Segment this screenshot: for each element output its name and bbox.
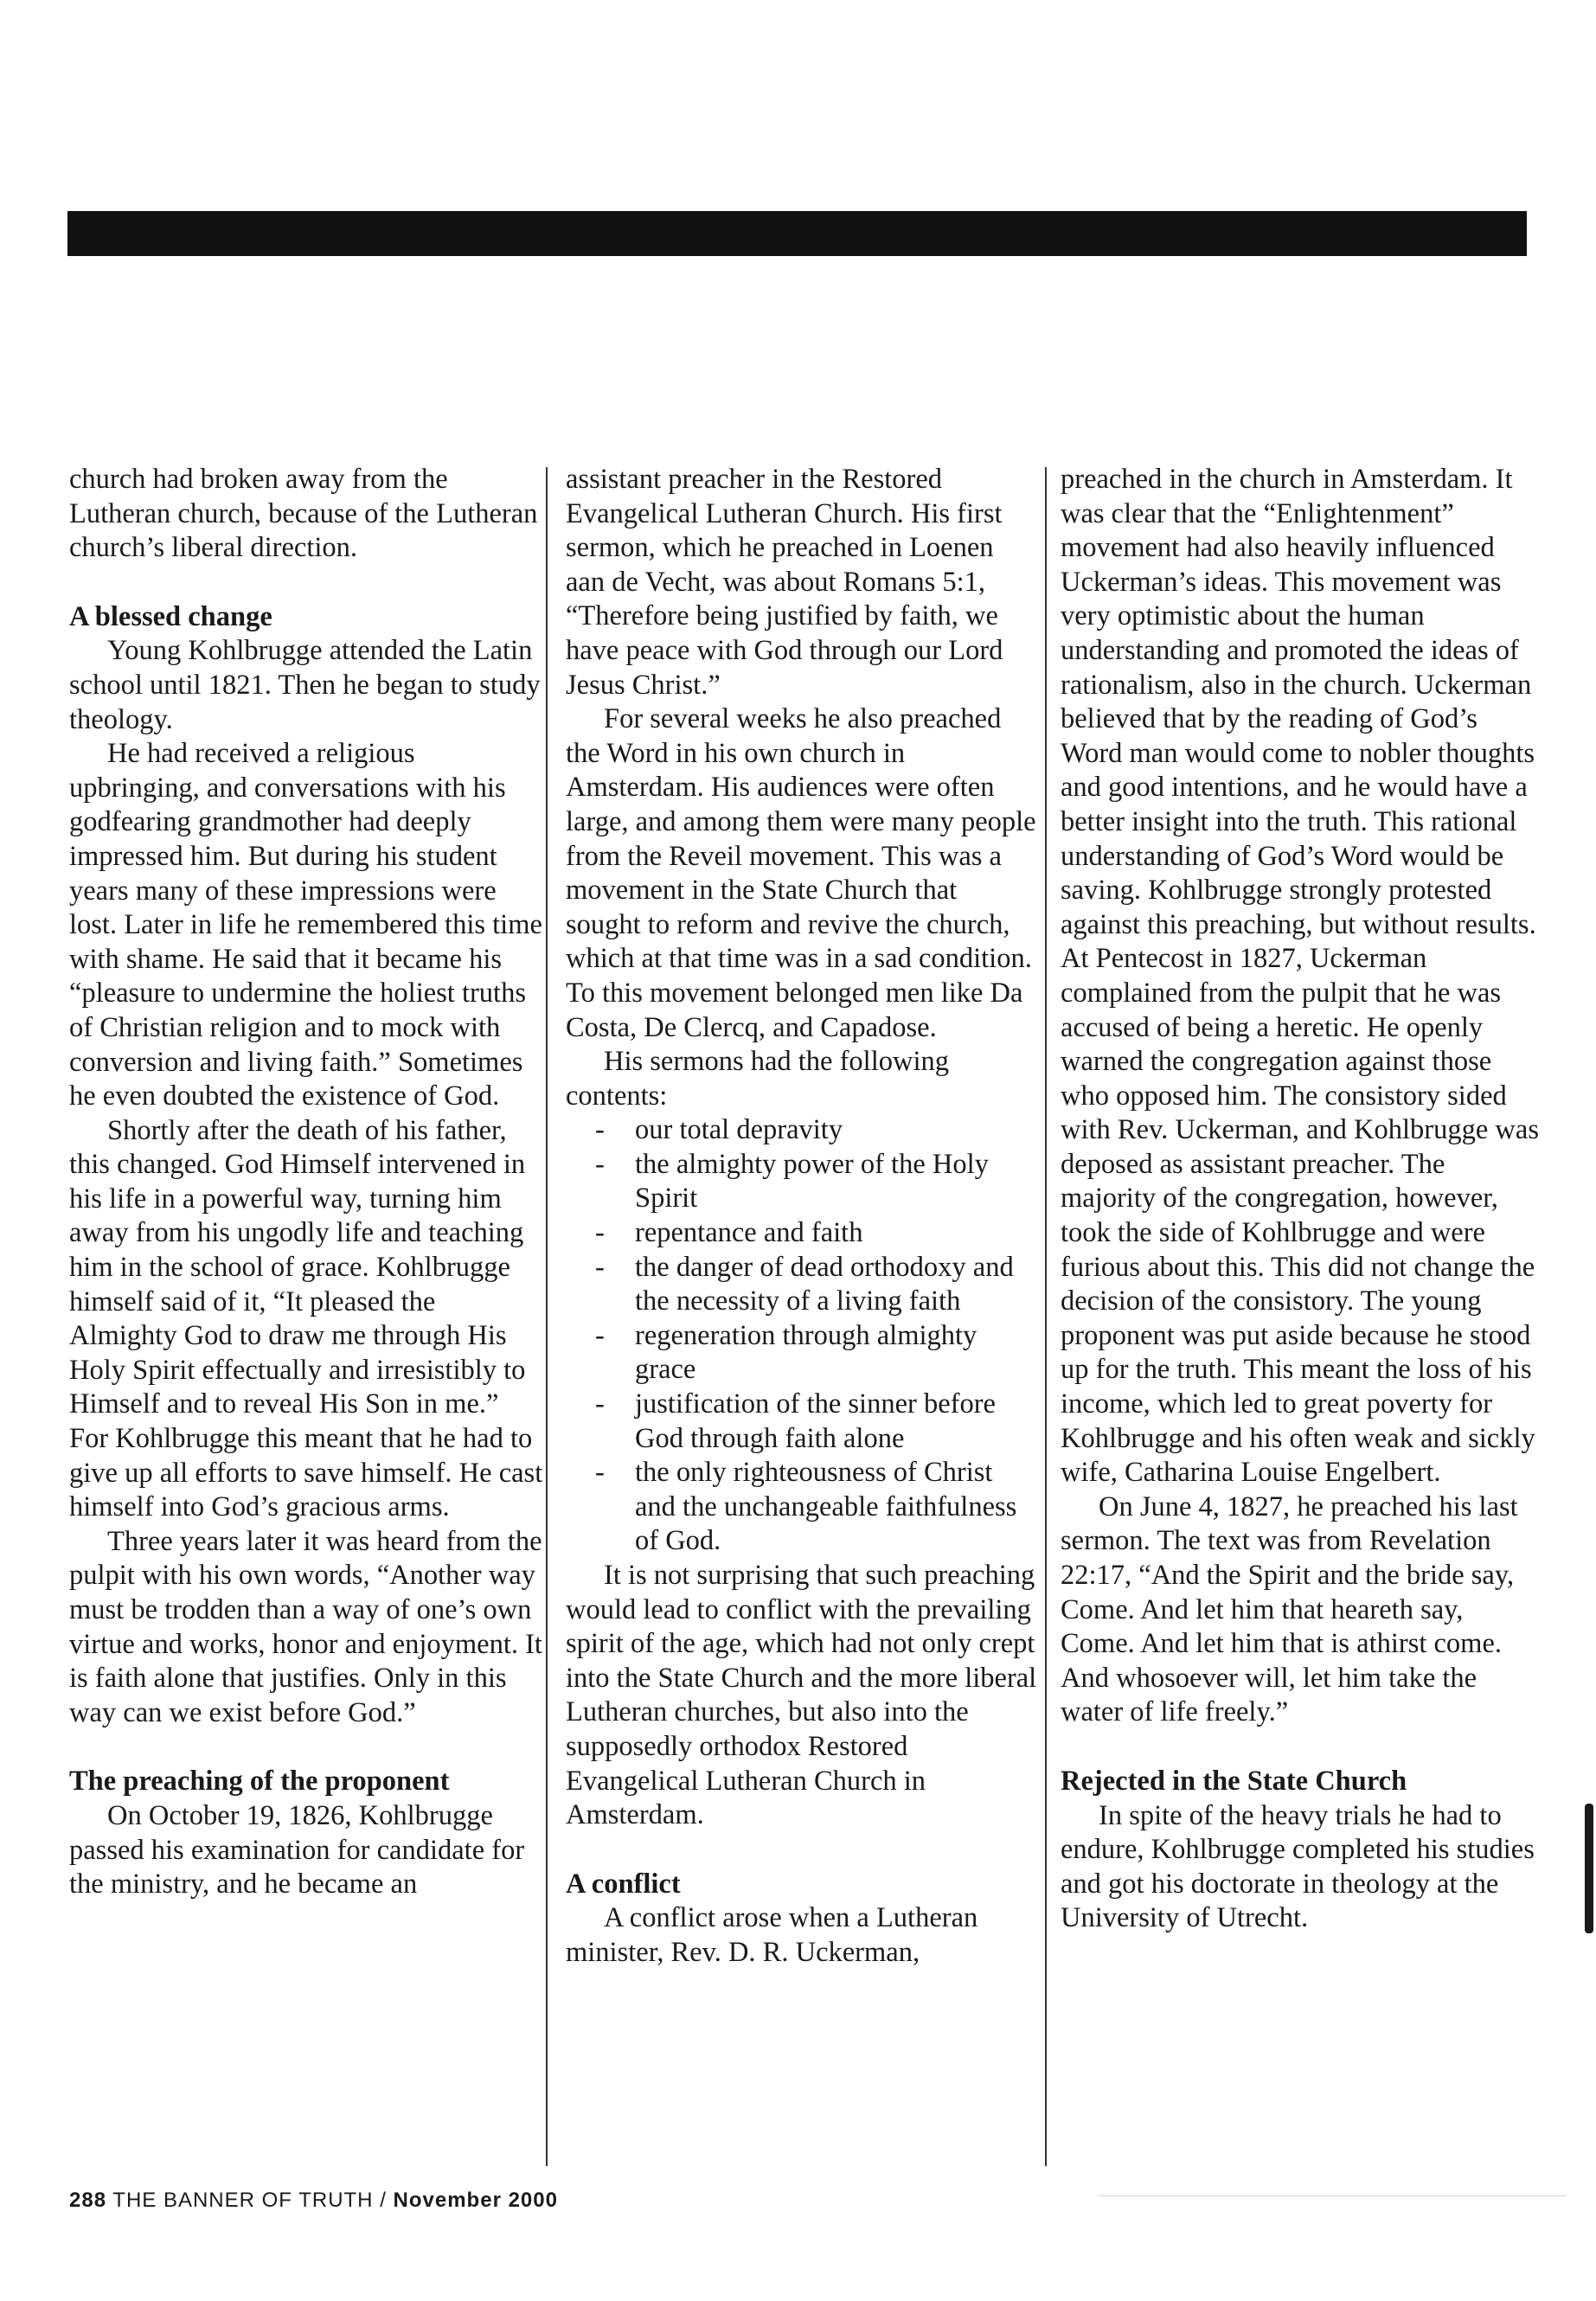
paragraph: Young Kohlbrugge attended the Latin school until 1821. Then he began to study theology. (69, 635, 541, 735)
paragraph: church had broken away from the Lutheran church, because of the Lutheran church’s liberal direction. (69, 464, 538, 564)
column-divider (1045, 467, 1047, 2166)
column-divider (546, 467, 548, 2166)
sermon-contents-list (566, 1113, 1038, 1559)
page-footer (69, 2189, 558, 2213)
paragraph: On June 4, 1827, he preached his last sermon. The text was from Revelation 22:17, “And the Spirit and the bride say, Come. And let him that heareth say, Come. And let him that is athirst come. And whosoever will, let him take the water of life freely.” (1061, 1490, 1518, 1728)
footer-separator: / (380, 2189, 387, 2212)
paragraph: Shortly after the death of his father, this changed. God Himself intervened in his life in a powerful way, turning him away from his ungodly life and teaching him in the school of grace. Kohlbrugge himself said of it, “It pleased the Almighty God to draw me through His Holy Spirit effectually and irresistibly to Himself and to reveal His Son in me.” For Kohlbrugge this meant that he had to give up all efforts to save himself. He cast himself into God’s gracious arms. (69, 1114, 543, 1523)
list-item: - repentance and faith (566, 1216, 1038, 1251)
list-item: - the danger of dead orthodoxy and the necessity of a living faith (566, 1251, 1038, 1319)
scan-edge-line (1099, 2195, 1566, 2196)
issue-date: November 2000 (393, 2189, 558, 2212)
section-heading: Rejected in the State Church (1061, 1765, 1407, 1797)
column-3 (1061, 463, 1540, 2169)
paragraph: On October 19, 1826, Kohlbrugge passed his examination for candidate for the ministry, and he became an (69, 1799, 525, 1900)
section-heading: The preaching of the proponent (69, 1766, 450, 1798)
paragraph: A conflict arose when a Lutheran minister, Rev. D. R. Uckerman, (566, 1902, 978, 1968)
paragraph: It is not surprising that such preaching would lead to conflict with the prevailing spirit of the age, which had not only crept into the State Church and the more liberal Lutheran churches, but also into the supposedly orthodox Restored Evangelical Lutheran Church in Amsterdam. (566, 1560, 1037, 1831)
paragraph: preached in the church in Amsterdam. It was clear that the “Enlightenment” movement had also heavily influenced Uckerman’s ideas. This movement was very optimistic about the human understanding and promoted the ideas of rationalism, also in the church. Uckerman believed that by the reading of God’s Word man would come to nobler thoughts and good intentions, and he would have a better insight into the truth. This rational understanding of God’s Word would be saving. Kohlbrugge strongly protested against this preaching, but without results. At Pentecost in 1827, Uckerman complained from the pulpit that he was accused of being a heretic. He openly warned the congregation against those who opposed him. The consistory sided with Rev. Uckerman, and Kohlbrugge was deposed as assistant preacher. The majority of the congregation, however, took the side of Kohlbrugge and were furious about this. This did not change the decision of the consistory. The young proponent was put aside because he stood up for the truth. This meant the loss of his income, which led to great poverty for Kohlbrugge and his often weak and sickly wife, Catharina Louise Engelbert. (1061, 464, 1539, 1489)
section-heading: A conflict (566, 1868, 681, 1900)
paragraph: His sermons had the following contents: (566, 1046, 949, 1112)
list-item: - our total depravity (566, 1113, 1038, 1148)
list-item: - justification of the sinner before God through faith alone (566, 1388, 1038, 1456)
scan-edge-mark (1585, 1804, 1593, 1933)
list-item: - regeneration through almighty grace (566, 1319, 1038, 1388)
paragraph: In spite of the heavy trials he had to endure, Kohlbrugge completed his studies and got his doctorate in theology at the University of Utrecht. (1061, 1799, 1535, 1934)
paragraph: For several weeks he also preached the Word in his own church in Amsterdam. His audiences were often large, and among them were many people from the Reveil movement. This was a movement in the State Church that sought to reform and revive the church, which at that time was in a sad condition. To this movement belonged men like Da Costa, De Clercq, and Capadose. (566, 703, 1036, 1043)
paragraph: assistant preacher in the Restored Evangelical Lutheran Church. His first sermon, which he preached in Loenen aan de Vecht, was about Romans 5:1, “Therefore being justified by faith, we have peace with God through our Lord Jesus Christ.” (566, 464, 1003, 701)
column-2 (566, 463, 1038, 2169)
header-bar (67, 211, 1527, 256)
list-item: - the almighty power of the Holy Spirit (566, 1148, 1038, 1216)
section-heading: A blessed change (69, 600, 272, 632)
list-item: - the only righteousness of Christ and the unchangeable faithfulness of God. (566, 1456, 1038, 1559)
paragraph: Three years later it was heard from the pulpit with his own words, “Another way must be trodden than a way of one’s own virtue and works, honor and enjoyment. It is faith alone that justifies. Only in this way can we exist before God.” (69, 1525, 542, 1728)
page-number: 288 (69, 2189, 107, 2212)
column-1 (69, 463, 543, 2169)
paragraph: He had received a religious upbringing, and conversations with his godfearing grandmother had deeply impressed him. But during his student years many of these impressions were lost. Later in life he remembered this time with shame. He said that it became his “pleasure to undermine the holiest truths of Christian religion and to mock with conversion and living faith.” Sometimes he even doubted the existence of God. (69, 738, 542, 1112)
magazine-title: THE BANNER OF TRUTH (112, 2189, 374, 2212)
